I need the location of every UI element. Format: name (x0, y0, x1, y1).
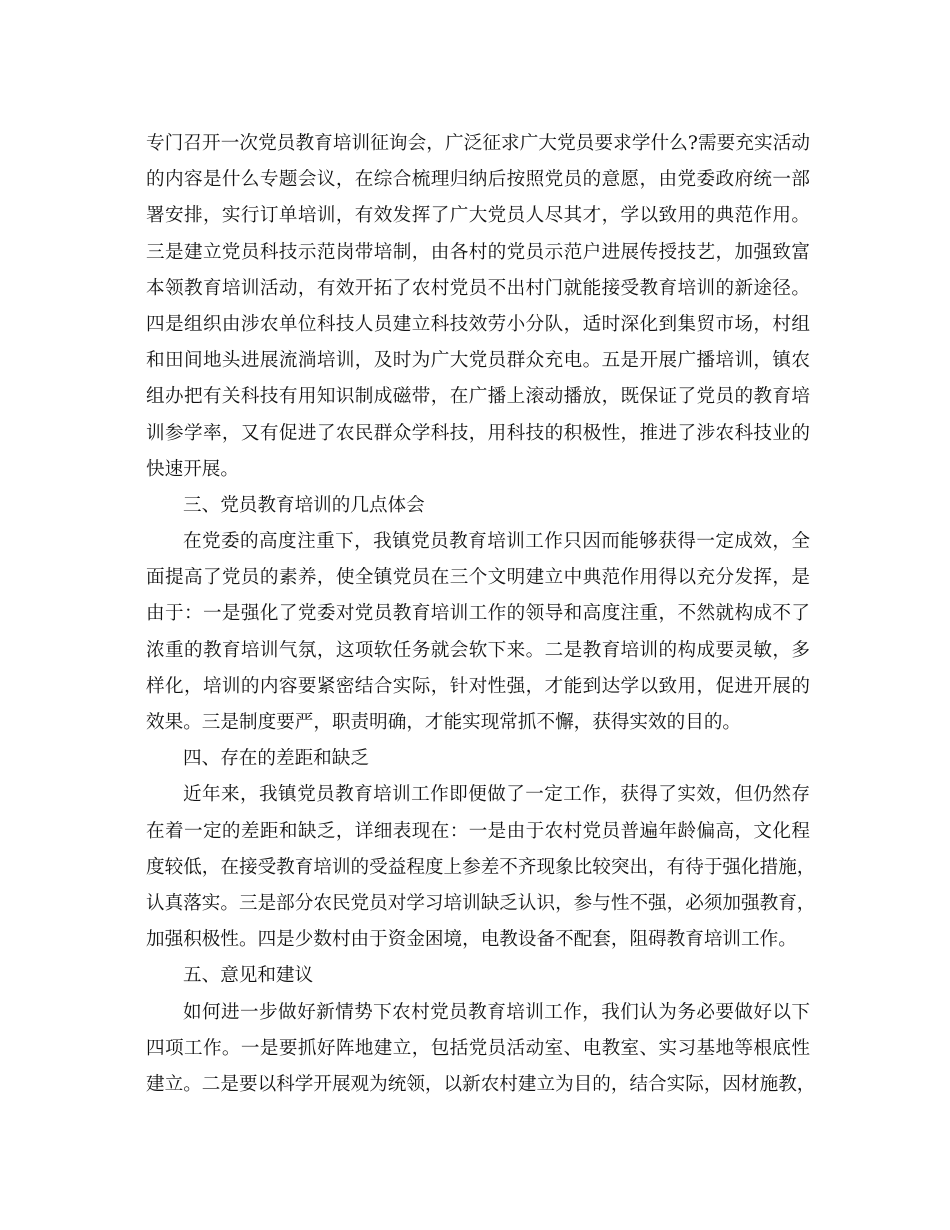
body-text-line: 专门召开一次党员教育培训征询会，广泛征求广大党员要求学什么?需要充实活动 (146, 133, 810, 154)
body-text-line: 建立。二是要以科学开展观为统领，以新农村建立为目的，结合实际，因材施教， (146, 1073, 816, 1095)
paragraph-last-line: 快速开展。 (146, 458, 239, 480)
section-heading: 三、党员教育培训的几点体会 (183, 494, 425, 516)
body-text-line: 组办把有关科技有用知识制成磁带，在广播上滚动播放，既保证了党员的教育培 (146, 386, 810, 408)
body-text-line: 的内容是什么专题会议，在综合梳理归纳后按照党员的意愿，由党委政府统一部 (146, 169, 810, 191)
body-text-line: 四是组织由涉农单位科技人员建立科技效劳小分队，适时深化到集贸市场，村组 (146, 313, 810, 335)
body-text-line: 署安排，实行订单培训，有效发挥了广大党员人尽其才，学以致用的典范作用。 (146, 205, 810, 227)
body-text-line: 在着一定的差距和缺乏，详细表现在：一是由于农村党员普遍年龄偏高，文化程 (146, 820, 810, 842)
paragraph-last-line: 加强积极性。四是少数村由于资金困境，电教设备不配套，阻碍教育培训工作。 (146, 929, 797, 951)
body-text-line: 和田间地头进展流淌培训，及时为广大党员群众充电。五是开展广播培训，镇农 (146, 350, 810, 372)
body-text-line: 浓重的教育培训气氛，这项软任务就会软下来。二是教育培训的构成要灵敏，多 (146, 639, 810, 661)
section-heading: 四、存在的差距和缺乏 (183, 748, 369, 770)
body-text-line: 由于：一是强化了党委对党员教育培训工作的领导和高度注重，不然就构成不了 (146, 603, 810, 625)
paragraph-last-line: 效果。三是制度要严，职责明确，才能实现常抓不懈，获得实效的目的。 (146, 712, 742, 733)
body-text-line: 四项工作。一是要抓好阵地建立，包括党员活动室、电教室、实习基地等根底性 (146, 1037, 810, 1059)
paragraph-first-line: 如何进一步做好新情势下农村党员教育培训工作，我们认为务必要做好以下 (183, 1001, 810, 1023)
paragraph-first-line: 近年来，我镇党员教育培训工作即便做了一定工作，获得了实效，但仍然存 (183, 784, 810, 806)
body-text-line: 认真落实。三是部分农民党员对学习培训缺乏认识，参与性不强，必须加强教育， (146, 892, 816, 914)
body-text-line: 面提高了党员的素养，使全镇党员在三个文明建立中典范作用得以充分发挥，是 (146, 567, 810, 589)
body-text-line: 三是建立党员科技示范岗带培制，由各村的党员示范户进展传授技艺，加强致富 (146, 241, 810, 263)
body-text-line: 训参学率，又有促进了农民群众学科技，用科技的积极性，推进了涉农科技业的 (146, 422, 810, 444)
body-text-line: 本领教育培训活动，有效开拓了农村党员不出村门就能接受教育培训的新途径。 (146, 277, 810, 299)
document-page (146, 126, 816, 1103)
body-text-line: 样化，培训的内容要紧密结合实际，针对性强，才能到达学以致用，促进开展的 (146, 675, 810, 697)
paragraph-first-line: 在党委的高度注重下，我镇党员教育培训工作只因而能够获得一定成效，全 (183, 531, 810, 553)
body-text-line: 度较低，在接受教育培训的受益程度上参差不齐现象比较突出，有待于强化措施， (146, 856, 816, 878)
section-heading: 五、意见和建议 (183, 965, 314, 987)
